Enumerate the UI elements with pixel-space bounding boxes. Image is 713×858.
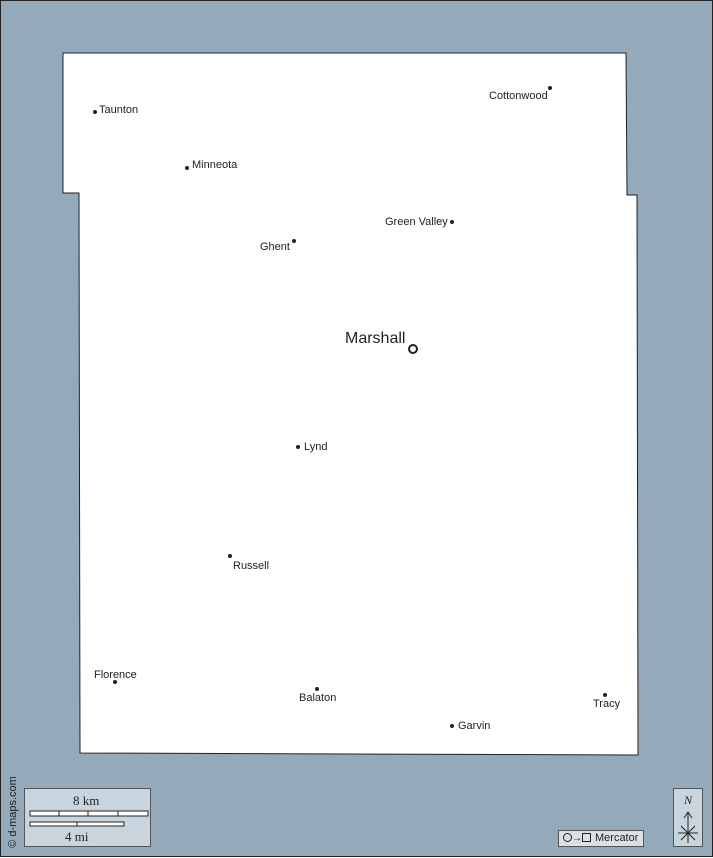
credit-text: © d-maps.com (7, 776, 19, 848)
scale-bar (24, 788, 151, 847)
place-label-cottonwood: Cottonwood (489, 90, 548, 102)
place-dot-ghent (292, 239, 296, 243)
place-label-minneota: Minneota (192, 159, 238, 171)
place-dot-cottonwood (548, 86, 552, 90)
place-label-taunton: Taunton (99, 104, 139, 116)
place-label-tracy: Tracy (593, 698, 621, 710)
place-dot-russell (228, 554, 232, 558)
place-dot-minneota (185, 166, 189, 170)
projection-box (558, 830, 644, 847)
place-label-garvin: Garvin (458, 720, 491, 732)
scale-mi-label: 4 mi (65, 829, 89, 844)
projection-label: Mercator (595, 832, 639, 844)
place-dot-tracy (603, 693, 607, 697)
square-icon (582, 833, 591, 842)
place-dot-balaton (315, 687, 319, 691)
place-label-ghent: Ghent (260, 241, 290, 253)
place-dot-lynd (296, 445, 300, 449)
arrow-right-icon: → (572, 833, 582, 844)
scale-bar-graphic (25, 789, 152, 848)
circle-icon (563, 833, 572, 842)
place-label-balaton: Balaton (299, 692, 337, 704)
place-label-florence: Florence (94, 669, 137, 681)
county-seat-label: Marshall (345, 330, 406, 347)
place-dot-taunton (93, 110, 97, 114)
place-label-green-valley: Green Valley (385, 216, 448, 228)
county-land (1, 1, 713, 858)
place-dot-green-valley (450, 220, 454, 224)
place-dot-garvin (450, 724, 454, 728)
scale-km-label: 8 km (73, 793, 100, 808)
compass-rose (673, 788, 703, 847)
compass-north-label: N (683, 793, 692, 807)
county-seat-marker (408, 344, 418, 354)
place-label-russell: Russell (233, 560, 270, 572)
compass-icon (674, 789, 702, 846)
place-label-lynd: Lynd (304, 441, 328, 453)
